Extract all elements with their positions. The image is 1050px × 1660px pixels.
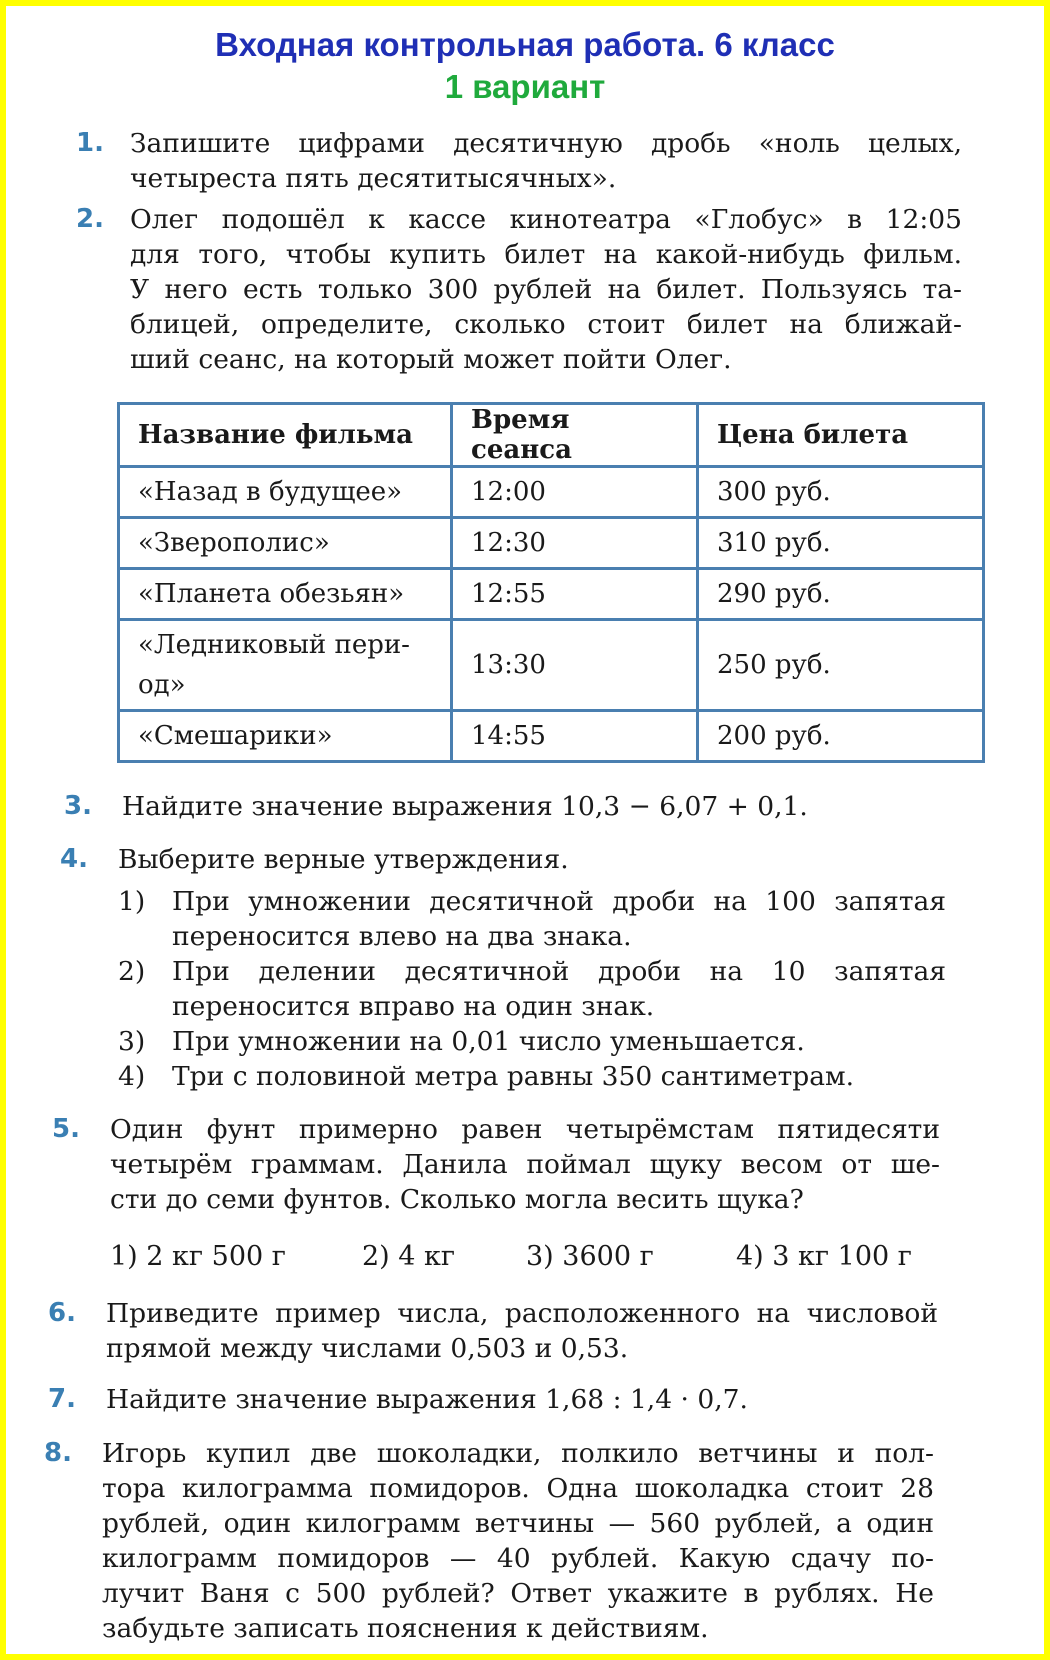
task-text-line: Один фунт примерно равен четырёмстам пятидесяти [110, 1114, 940, 1145]
table-row [119, 711, 984, 762]
session-time: 12:30 [452, 518, 698, 569]
task-text-line: У него есть только 300 рублей на билет. Пользуясь та- [130, 274, 962, 305]
variant-label: 1 вариант [444, 68, 606, 105]
task-text-line: Приведите пример числа, расположенного на числовой [106, 1298, 938, 1329]
answer-choice: 1) 2 кг 500 г [110, 1241, 286, 1272]
film-title: «Смешарики» [119, 711, 452, 762]
film-title: «Зверополис» [119, 518, 452, 569]
task-text-line: четырём граммам. Данила поймал щуку весом от ше- [110, 1149, 940, 1180]
ticket-price: 290 руб. [698, 569, 984, 620]
task-number: 6. [48, 1298, 76, 1328]
task-text-line: Найдите значение выражения 1,68 : 1,4 · 0,7. [106, 1384, 748, 1415]
option-text-line: Три с половиной метра равны 350 сантиметрам. [172, 1061, 855, 1092]
option-number: 2) [118, 956, 146, 987]
task-number: 8. [44, 1438, 72, 1468]
task-number: 4. [60, 844, 88, 874]
option-text-line: При умножении на 0,01 число уменьшается. [172, 1026, 805, 1057]
task-text-line: тора килограмма помидоров. Одна шоколадка стоит 28 [102, 1473, 934, 1504]
option-number: 3) [118, 1026, 146, 1057]
task-text-line: рублей, один килограмм ветчины — 560 рублей, а один [102, 1508, 934, 1539]
option-text-line: При делении десятичной дроби на 10 запятая [172, 956, 946, 987]
column-header: Название фильма [119, 404, 452, 467]
option-text-line: переносится влево на два знака. [172, 921, 632, 952]
table-row [119, 569, 984, 620]
column-header: Цена билета [698, 404, 984, 467]
task-text-line: Запишите цифрами десятичную дробь «ноль целых, [130, 128, 962, 159]
task-text-line: Выберите верные утверждения. [118, 844, 569, 875]
task-number: 2. [76, 204, 104, 234]
option-text-line: переносится вправо на один знак. [172, 991, 655, 1022]
showtimes-table [117, 402, 985, 763]
task-text-line: забудьте записать пояснения к действиям. [102, 1613, 709, 1644]
answer-choice: 4) 3 кг 100 г [736, 1241, 912, 1272]
session-time: 12:55 [452, 569, 698, 620]
table-row [119, 620, 984, 711]
session-time: 12:00 [452, 467, 698, 518]
task-text-line: килограмм помидоров — 40 рублей. Какую сдачу по- [102, 1543, 934, 1574]
ticket-price: 250 руб. [698, 620, 984, 711]
task-text-line: Олег подошёл к кассе кинотеатра «Глобус» в 12:05 [130, 204, 962, 235]
task-number: 1. [76, 128, 104, 158]
table-row [119, 518, 984, 569]
ticket-price: 310 руб. [698, 518, 984, 569]
task-text-line: ший сеанс, на который может пойти Олег. [130, 344, 732, 375]
table-header-row [119, 404, 984, 467]
film-title: «Планета обезьян» [119, 569, 452, 620]
table-row [119, 467, 984, 518]
task-text-line: блицей, определите, сколько стоит билет на ближай- [130, 309, 962, 340]
task-text-line: Игорь купил две шоколадки, полкило ветчины и пол- [102, 1438, 934, 1469]
film-title-line: од» [138, 670, 186, 700]
answer-choice: 2) 4 кг [362, 1241, 456, 1272]
film-title [119, 620, 452, 711]
column-header: Время сеанса [452, 404, 698, 467]
option-text-line: При умножении десятичной дроби на 100 запятая [172, 886, 946, 917]
answer-choice: 3) 3600 г [526, 1241, 654, 1272]
film-title: «Назад в будущее» [119, 467, 452, 518]
session-time: 14:55 [452, 711, 698, 762]
option-number: 1) [118, 886, 146, 917]
option-number: 4) [118, 1061, 146, 1092]
page-title: Входная контрольная работа. 6 класс [215, 26, 835, 63]
ticket-price: 300 руб. [698, 467, 984, 518]
task-text-line: четыреста пять десятитысячных». [130, 163, 617, 194]
film-title-line: «Ледниковый пери- [138, 630, 410, 660]
task-number: 5. [52, 1114, 80, 1144]
session-time: 13:30 [452, 620, 698, 711]
task-text-line: Найдите значение выражения 10,3 − 6,07 + 0,1. [122, 791, 808, 822]
task-text-line: лучит Ваня с 500 рублей? Ответ укажите в рублях. Не [102, 1578, 934, 1609]
task-number: 3. [64, 791, 92, 821]
worksheet-header [6, 24, 1044, 108]
task-number: 7. [48, 1384, 76, 1414]
ticket-price: 200 руб. [698, 711, 984, 762]
task-text-line: прямой между числами 0,503 и 0,53. [106, 1333, 629, 1364]
task-text-line: сти до семи фунтов. Сколько могла весить щука? [110, 1184, 804, 1215]
task-text-line: для того, чтобы купить билет на какой-нибудь фильм. [130, 239, 962, 270]
